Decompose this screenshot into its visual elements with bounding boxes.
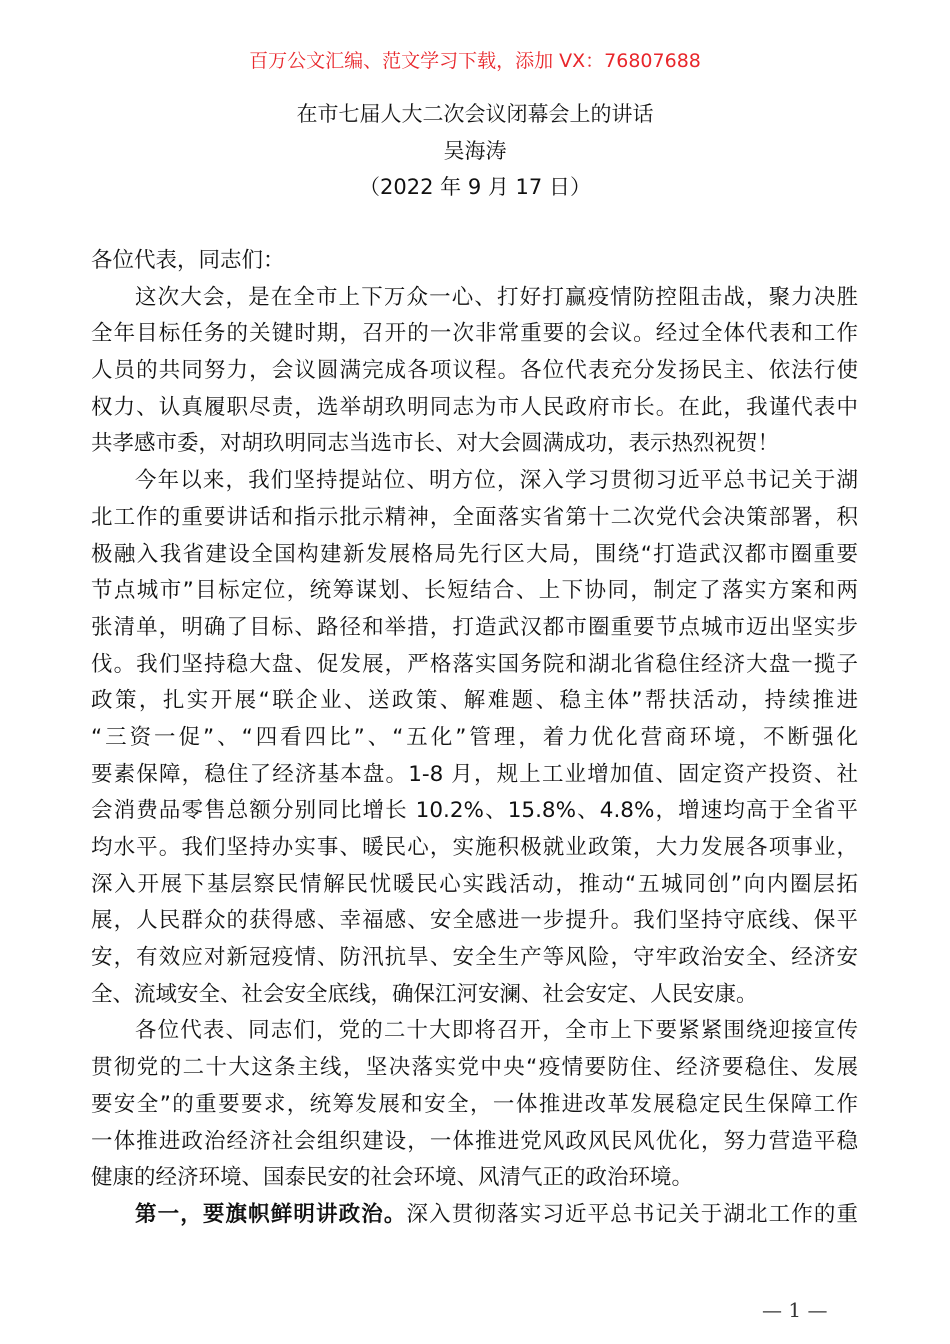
salutation: 各位代表，同志们： [91,248,285,273]
paragraph-line: 人员的共同努力，会议圆满完成各项议程。各位代表充分发扬民主、依法行使 [91,358,858,384]
paragraph-line: 伐。我们坚持稳大盘、促发展，严格落实国务院和湖北省稳住经济大盘一揽子 [91,651,858,677]
bold-heading: 第一，要旗帜鲜明讲政治。 [135,1201,407,1227]
watermark-header: 百万公文汇编、范文学习下载，添加 VX：76807688 [249,50,701,72]
paragraph [91,463,858,1013]
paragraph-line: 各位代表、同志们，党的二十大即将召开，全市上下要紧紧围绕迎接宣传 [135,1018,858,1044]
paragraph-line: 健康的经济环境、国泰民安的社会环境、风清气正的政治环境。 [91,1165,694,1191]
paragraph [91,280,858,463]
paragraph [91,1013,858,1196]
paragraph-line: 一体推进政治经济社会组织建设，一体推进党风政风民风优化，努力营造平稳 [91,1128,858,1154]
paragraph-line: 今年以来，我们坚持提站位、明方位，深入学习贯彻习近平总书记关于湖 [135,468,858,494]
paragraph-line: 共孝感市委，对胡玖明同志当选市长、对大会圆满成功，表示热烈祝贺！ [91,431,780,457]
paragraph-line: 展，人民群众的获得感、幸福感、安全感进一步提升。我们坚持守底线、保平 [91,908,858,934]
paragraph-line: 会消费品零售总额分别同比增长 10.2%、15.8%、4.8%，增速均高于全省平 [91,798,858,824]
paragraph-line: 安，有效应对新冠疫情、防汛抗旱、安全生产等风险，守牢政治安全、经济安 [91,945,858,971]
date: （2022 年 9 月 17 日） [359,175,591,199]
page-number: — 1 — [762,1298,828,1322]
paragraph-line: 张清单，明确了目标、路径和举措，打造武汉都市圈重要节点城市迈出坚实步 [91,614,858,640]
document-body [91,243,858,1234]
paragraph-line: 要安全”的重要要求，统筹发展和安全，一体推进改革发展稳定民生保障工作 [91,1091,858,1117]
paragraph-line: 这次大会，是在全市上下万众一心、打好打赢疫情防控阻击战，聚力决胜 [135,284,858,310]
paragraph-line: “三资一促”、“四看四比”、“五化”管理，着力优化营商环境，不断强化 [91,724,858,750]
paragraph-line: 政策，扎实开展“联企业、送政策、解难题、稳主体”帮扶活动，持续推进 [91,688,858,714]
paragraph-line: 节点城市”目标定位，统筹谋划、长短结合、上下协同，制定了落实方案和两 [91,578,858,604]
document-title: 在市七届人大二次会议闭幕会上的讲话 [296,102,654,126]
paragraph-line: 均水平。我们坚持办实事、暖民心，实施积极就业政策，大力发展各项事业， [91,835,858,860]
paragraph-line: 全、流域安全、社会安全底线，确保江河安澜、社会安定、人民安康。 [91,981,758,1007]
paragraph-line: 第一，要旗帜鲜明讲政治。深入贯彻落实习近平总书记关于湖北工作的重 [135,1201,858,1227]
paragraph-line: 深入开展下基层察民情解民忧暖民心实践活动，推动“五城同创”向内圈层拓 [91,871,858,897]
paragraph-line: 要素保障，稳住了经济基本盘。1-8 月，规上工业增加值、固定资产投资、社 [91,761,858,787]
paragraph-line: 极融入我省建设全国构建新发展格局先行区大局，围绕“打造武汉都市圈重要 [91,541,858,567]
author: 吴海涛 [443,139,507,163]
paragraph-line: 北工作的重要讲话和指示批示精神，全面落实省第十二次党代会决策部署，积 [91,504,858,530]
paragraph-line: 权力、认真履职尽责，选举胡玖明同志为市人民政府市长。在此，我谨代表中 [91,394,858,420]
paragraph-line: 贯彻党的二十大这条主线，坚决落实党中央“疫情要防住、经济要稳住、发展 [91,1055,858,1081]
paragraph-line: 全年目标任务的关键时期，召开的一次非常重要的会议。经过全体代表和工作 [91,321,858,347]
